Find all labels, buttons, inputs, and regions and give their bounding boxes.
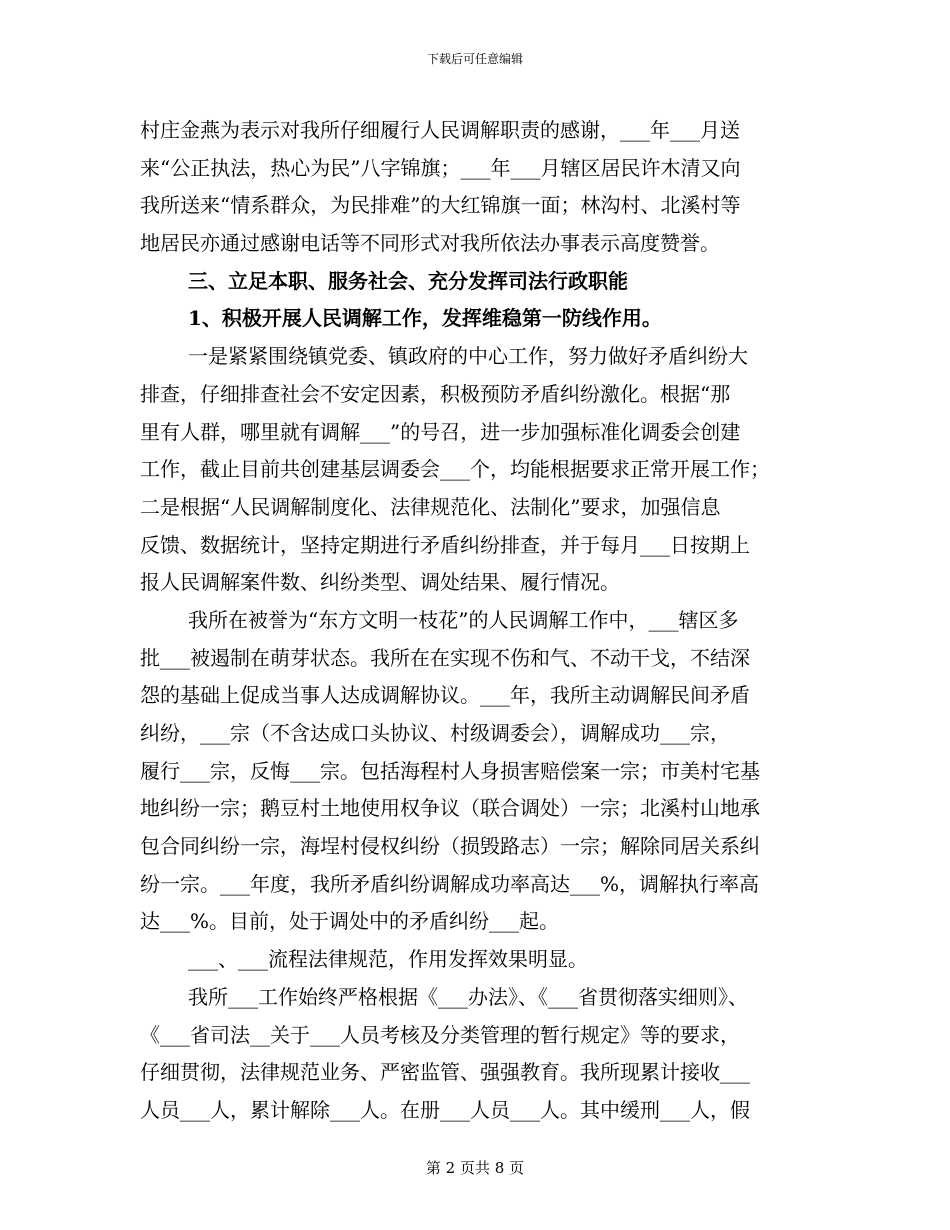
body-text-line: 来“公正执法，热心为民”八字锦旗；___年___月辖区居民许木清又向 [140,155,741,180]
body-text-line: 工作，截止目前共创建基层调委会___个，均能根据要求正常开展工作； [140,457,770,482]
body-text-line: ___、___流程法律规范，作用发挥效果明显。 [188,947,588,972]
page-header: 下载后可任意编辑 [426,52,523,66]
body-text-line: 地居民亦通过感谢电话等不同形式对我所依法办事表示高度赞誉。 [140,231,720,256]
body-text-line: 履行___宗，反悔___宗。包括海程村人身损害赔偿案一宗；市美村宅基 [140,758,760,783]
body-text-line: 纷一宗。___年度，我所矛盾纠纷调解成功率高达___%，调解执行率高 [140,871,760,896]
body-text-line: 里有人群，哪里就有调解___”的号召，进一步加强标准化调委会创建 [140,419,741,444]
body-text-line: 人员___人，累计解除___人。在册___人员___人。其中缓刑___人，假 [140,1097,750,1122]
body-text-line: 《___省司法__关于___人员考核及分类管理的暂行规定》等的要求， [140,1022,740,1047]
body-text-line: 村庄金燕为表示对我所仔细履行人民调解职责的感谢，___年___月送 [140,118,740,142]
body-text-line: 排查，仔细排查社会不安定因素，积极预防矛盾纠纷激化。根据“那 [140,381,731,406]
body-text-line: 二是根据“人民调解制度化、法律规范化、法制化”要求，加强信息 [140,494,721,519]
section-heading-line: 1、积极开展人民调解工作，发挥维稳第一防线作用。 [188,306,662,331]
body-text-line: 包合同纠纷一宗，海埕村侵权纠纷（损毁路志）一宗；解除同居关系纠 [140,834,760,859]
body-text-line: 批___被遏制在萌芽状态。我所在在实现不伤和气、不动干戈，不结深 [140,645,750,670]
section-heading-line: 三、立足本职、服务社会、充分发挥司法行政职能 [188,268,628,293]
body-text-line: 地纠纷一宗；鹅豆村土地使用权争议（联合调处）一宗；北溪村山地承 [140,796,760,821]
body-text-line: 我所送来“情系群众，为民排难”的大红锦旗一面；林沟村、北溪村等 [140,193,741,218]
document-body [140,114,812,1132]
body-text-line: 我所在被誉为“东方文明一枝花”的人民调解工作中，___辖区多 [188,607,739,632]
body-text-line: 反馈、数据统计，坚持定期进行矛盾纠纷排查，并于每月___日按期上 [140,532,750,557]
body-text-line: 仔细贯彻，法律规范业务、严密监管、强强教育。我所现累计接收___ [140,1060,750,1085]
body-text-line: 纠纷，___宗（不含达成口头协议、村级调委会），调解成功___宗， [140,721,730,745]
body-text-line: 达___%。目前，处于调处中的矛盾纠纷___起。 [140,909,560,934]
body-text-line: 报人民调解案件数、纠纷类型、调处结果、履行情况。 [140,570,620,595]
body-text-line: 一是紧紧围绕镇党委、镇政府的中心工作，努力做好矛盾纠纷大 [188,344,748,369]
page-footer: 第 2 页共 8 页 [425,1159,525,1177]
body-text-line: 我所___工作始终严格根据《___办法》、《___省贯彻落实细则》、 [188,984,748,1009]
body-text-line: 怨的基础上促成当事人达成调解协议。___年，我所主动调解民间矛盾 [140,683,750,708]
